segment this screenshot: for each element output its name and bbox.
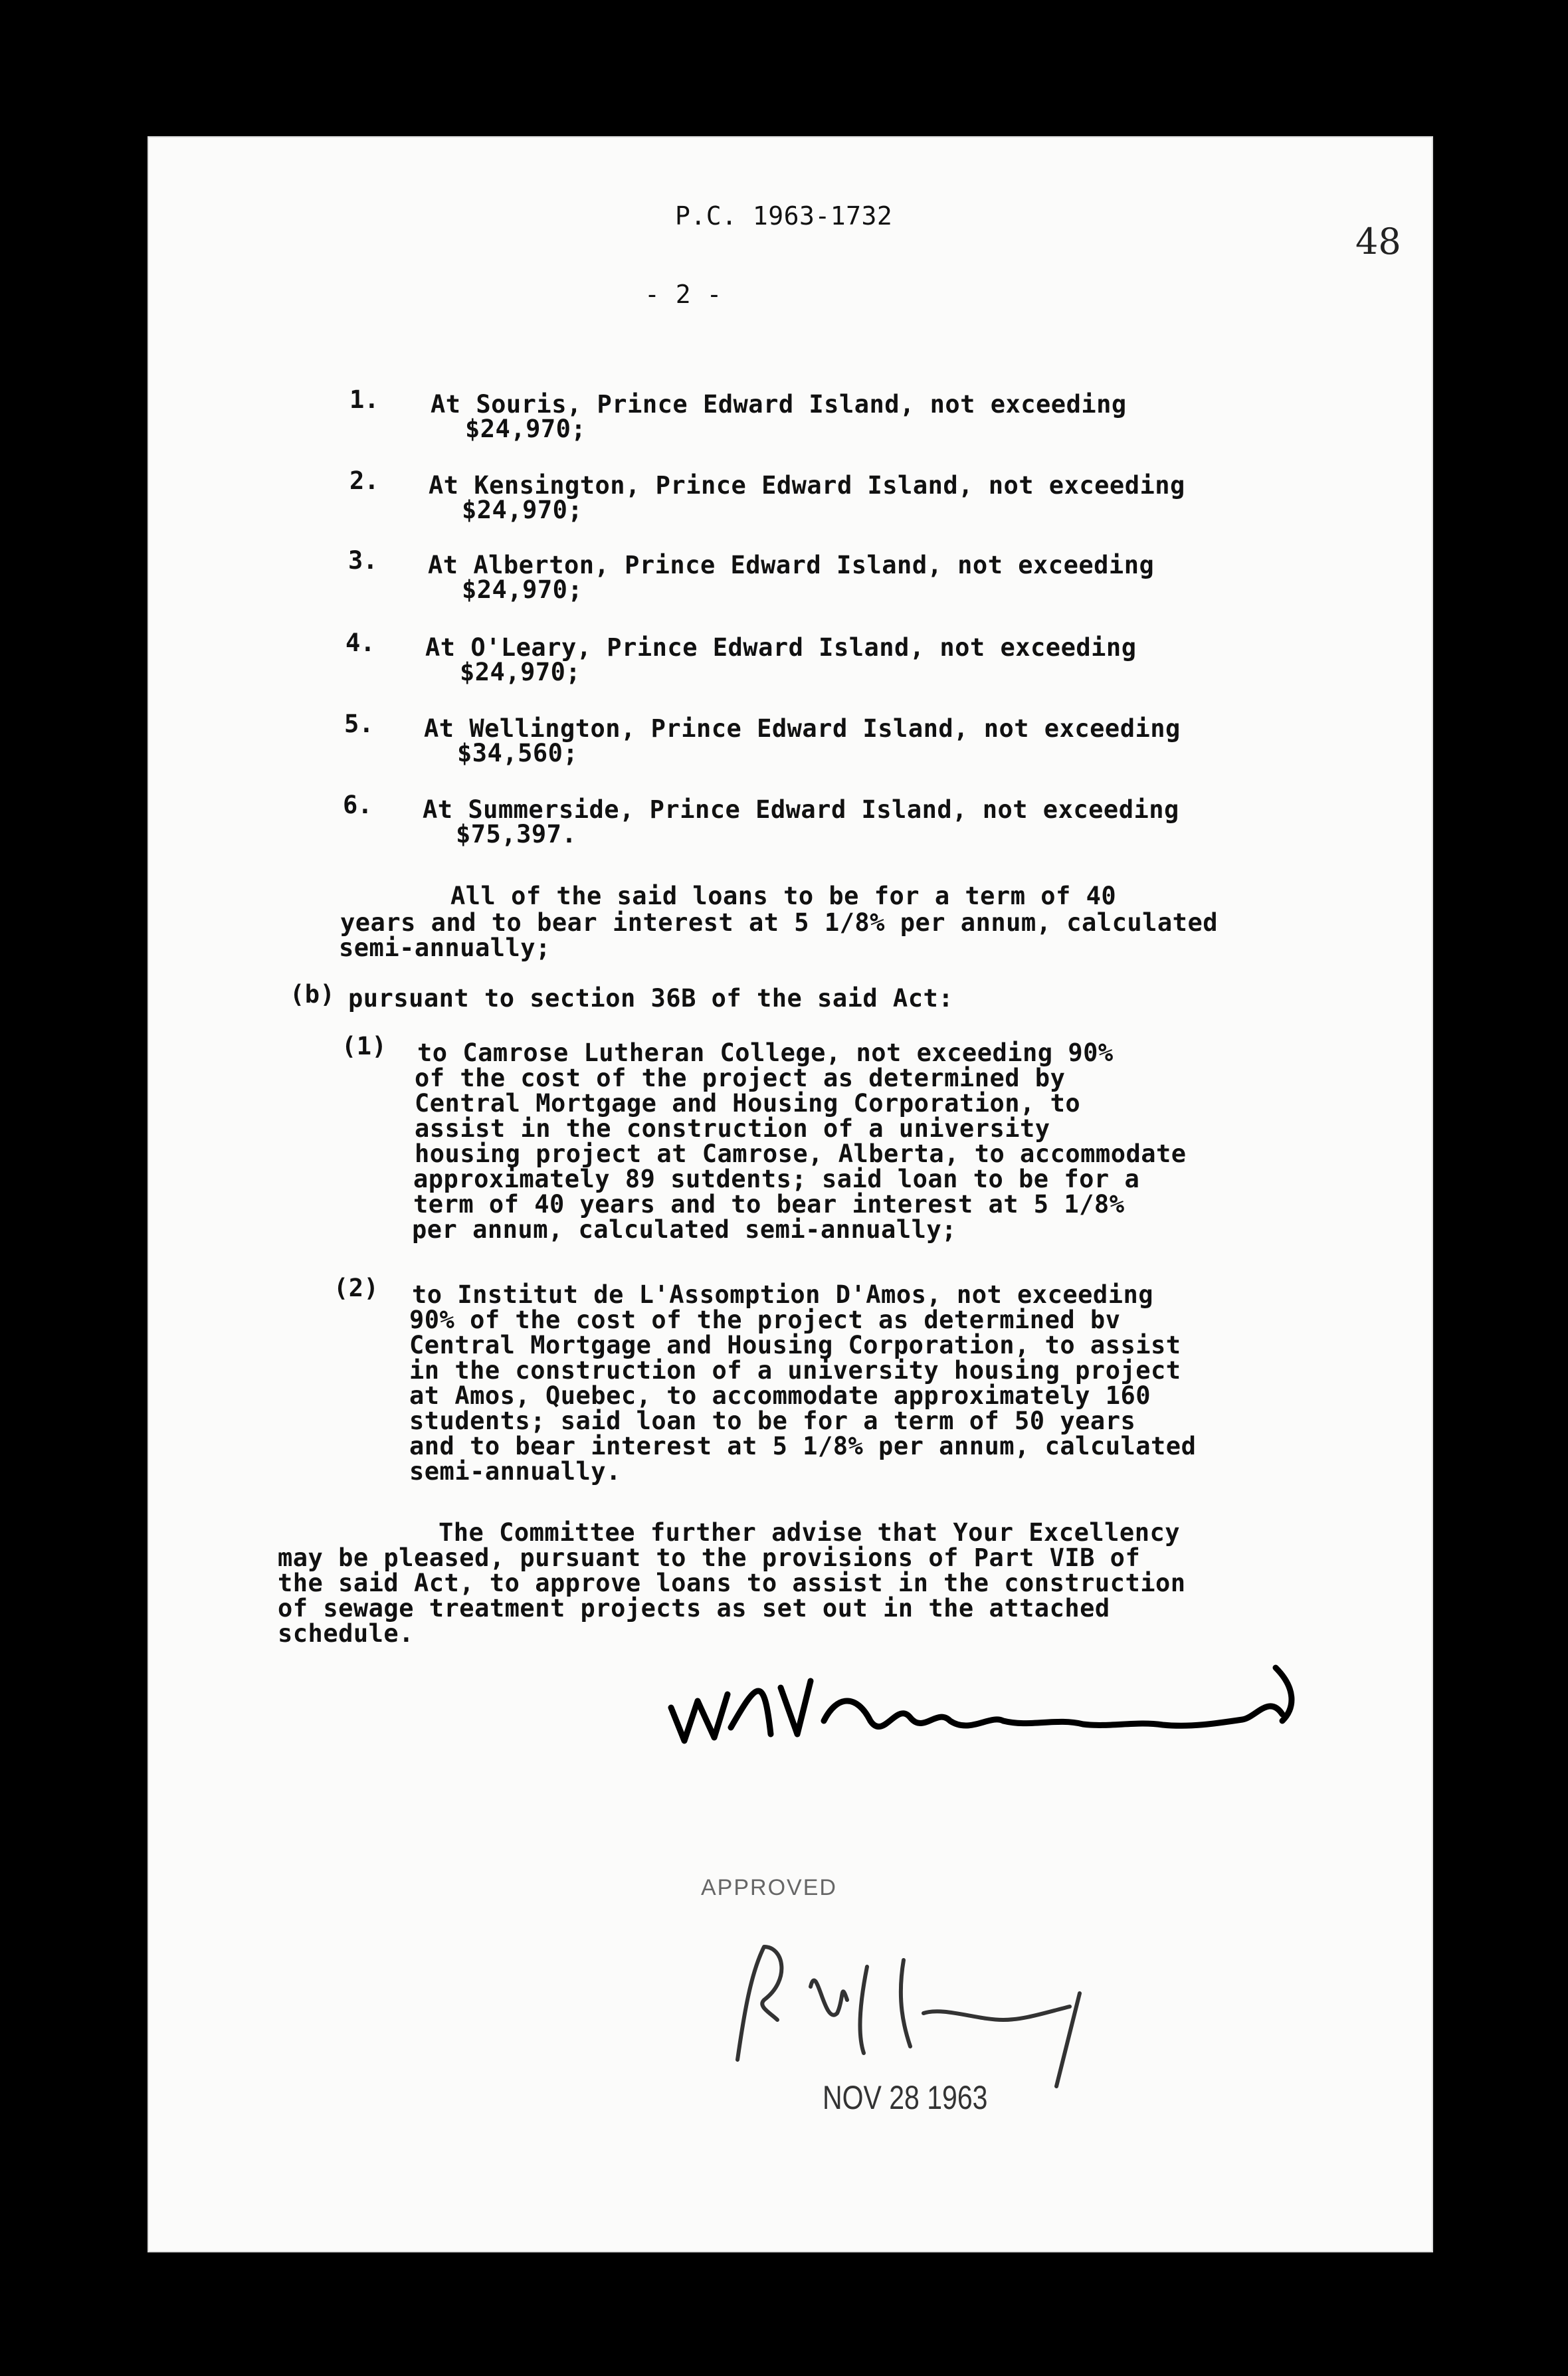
section-b-heading: pursuant to section 36B of the said Act: [348, 984, 954, 1013]
order-number: P.C. 1963-1732 [675, 201, 893, 231]
list-item-text: At Wellington, Prince Edward Island, not exceeding [424, 714, 1181, 743]
list-item-text: At Summerside, Prince Edward Island, not exceeding [423, 795, 1179, 824]
list-item-number: 6. [343, 791, 373, 819]
section-b-label: (b) [290, 980, 336, 1009]
approval-date: NOV 28 1963 [823, 2079, 988, 2116]
list-item-amount: $75,397. [456, 820, 577, 848]
list-item-text: At Souris, Prince Edward Island, not exceeding [431, 390, 1127, 419]
list-item-number: 1. [349, 385, 379, 414]
list-item-text: At Kensington, Prince Edward Island, not exceeding [429, 471, 1185, 500]
list-item-text: At O'Leary, Prince Edward Island, not exceeding [425, 633, 1137, 662]
list-item-number: 4. [345, 629, 375, 657]
committee-signature [658, 1654, 1355, 1761]
list-item-amount: $24,970; [465, 415, 587, 443]
list-item-amount: $34,560; [457, 739, 579, 767]
list-item-amount: $24,970; [462, 575, 583, 604]
list-item-number: (1) [342, 1032, 387, 1060]
list-item-amount: $24,970; [460, 658, 581, 686]
list-item-number: (2) [334, 1274, 379, 1302]
list-item-number: 2. [349, 466, 379, 495]
governor-general-signature [724, 1920, 1136, 2093]
page-number: - 2 - [644, 280, 722, 309]
approved-stamp: APPROVED [701, 1875, 837, 1900]
list-item-amount: $24,970; [462, 496, 583, 524]
list-item-number: 5. [344, 710, 374, 738]
folio-number: 48 [1355, 221, 1401, 262]
list-item-text: At Alberton, Prince Edward Island, not exceeding [428, 551, 1155, 579]
list-item-number: 3. [348, 546, 378, 575]
